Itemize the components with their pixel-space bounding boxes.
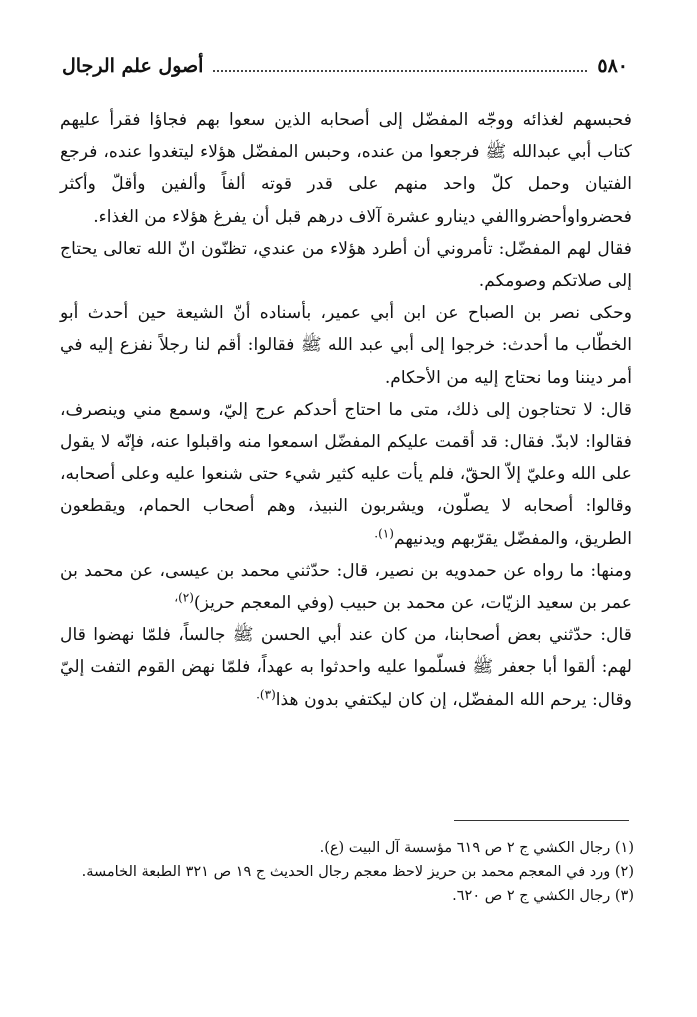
paragraph (60, 619, 632, 716)
paragraph-text: فقال لهم المفضّل: تأمروني أن أطرد هؤلاء من عندي، تظنّون انّ الله تعالى يحتاج إلى صلاتكم وصومكم. (60, 238, 632, 292)
paragraph (60, 555, 632, 619)
footnote-reference: (١). (374, 525, 394, 540)
footnotes (60, 836, 634, 908)
footnote-reference: (٢)، (174, 590, 194, 605)
paragraph-text: وحكى نصر بن الصباح عن ابن أبي عمير، بأسناده أنّ الشيعة حين أحدث أبو الخطّاب ما أحدث: خرجوا إلى أبي عبد الله ﷺ فقالوا: أقم لنا رجلاً نفزع إليه في أمر ديننا وما نحتاج إليه من الأحكام. (60, 303, 632, 388)
footnote-reference: (٣). (256, 686, 276, 701)
paragraph (60, 394, 632, 555)
running-title: أصول علم الرجال (62, 55, 204, 77)
paragraph (60, 104, 632, 233)
paragraph (60, 233, 632, 297)
paragraph (60, 297, 632, 394)
footnote: (٣) رجال الكشي ج ٢ ص ٦٢٠. (452, 888, 634, 904)
footnote: (٢) ورد في المعجم محمد بن حريز لاحظ معجم رجال الحديث ج ١٩ ص ٣٢١ الطبعة الخامسة. (81, 864, 634, 880)
paragraph-text: قال: حدّثني بعض أصحابنا، من كان عند أبي الحسن ﷺ جالساً، فلمّا نهضوا قال لهم: ألقوا أبا جعفر ﷺ فسلّموا عليه واحدثوا به عهداً، فلمّا نهض القوم التفت إليّ وقال: يرحم الله المفضّل، إن كان ليكتفي بدون هذا (60, 625, 632, 710)
footnote-separator (454, 820, 629, 821)
paragraph-text: فحبسهم لغذائه ووجّه المفضّل إلى أصحابه الذين سعوا بهم فجاؤا فقرأ عليهم كتاب أبي عبدالله ﷺ فرجعوا من عنده، وحبس المفضّل هؤلاء ليتغدوا عنده، فرجع الفتيان وحمل كلّ واحد منهم على قدر قوته ألفاً وألفين وأقلّ وأكثر فحضرواوأحضرواالفي دينارو عشرة آلاف درهم قبل أن يفرغ هؤلاء من الغذاء. (60, 110, 632, 227)
paragraph-text: قال: لا تحتاجون إلى ذلك، متى ما احتاج أحدكم عرج إليّ، وسمع مني وينصرف، فقالوا: لابدّ. فقال: قد أقمت عليكم المفضّل اسمعوا منه واقبلوا عنه، فإنّه لا يقول على الله وعليّ إلاّ الحقّ، فلم يأت عليه كثير شيء حتى شنعوا عليه وعلى أصحابه، وقالوا: أصحابه لا يصلّون، ويشربون النبيذ، وهم أصحاب الحمام، ويقطعون الطريق، والمفضّل يقرّبهم ويدنيهم (60, 399, 632, 549)
paragraph-text: ومنها: ما رواه عن حمدويه بن نصير، قال: حدّثني محمد بن عيسى، عن محمد بن عمر بن سعيد الزيّات، عن محمد بن حبيب (وفي المعجم حريز) (60, 560, 632, 614)
header-dot-leader (213, 70, 587, 72)
running-header (62, 52, 628, 80)
page-number: ٥٨٠ (597, 55, 628, 77)
footnote: (١) رجال الكشي ج ٢ ص ٦١٩ مؤسسة آل البيت (ع). (319, 840, 634, 856)
main-text (60, 104, 632, 716)
